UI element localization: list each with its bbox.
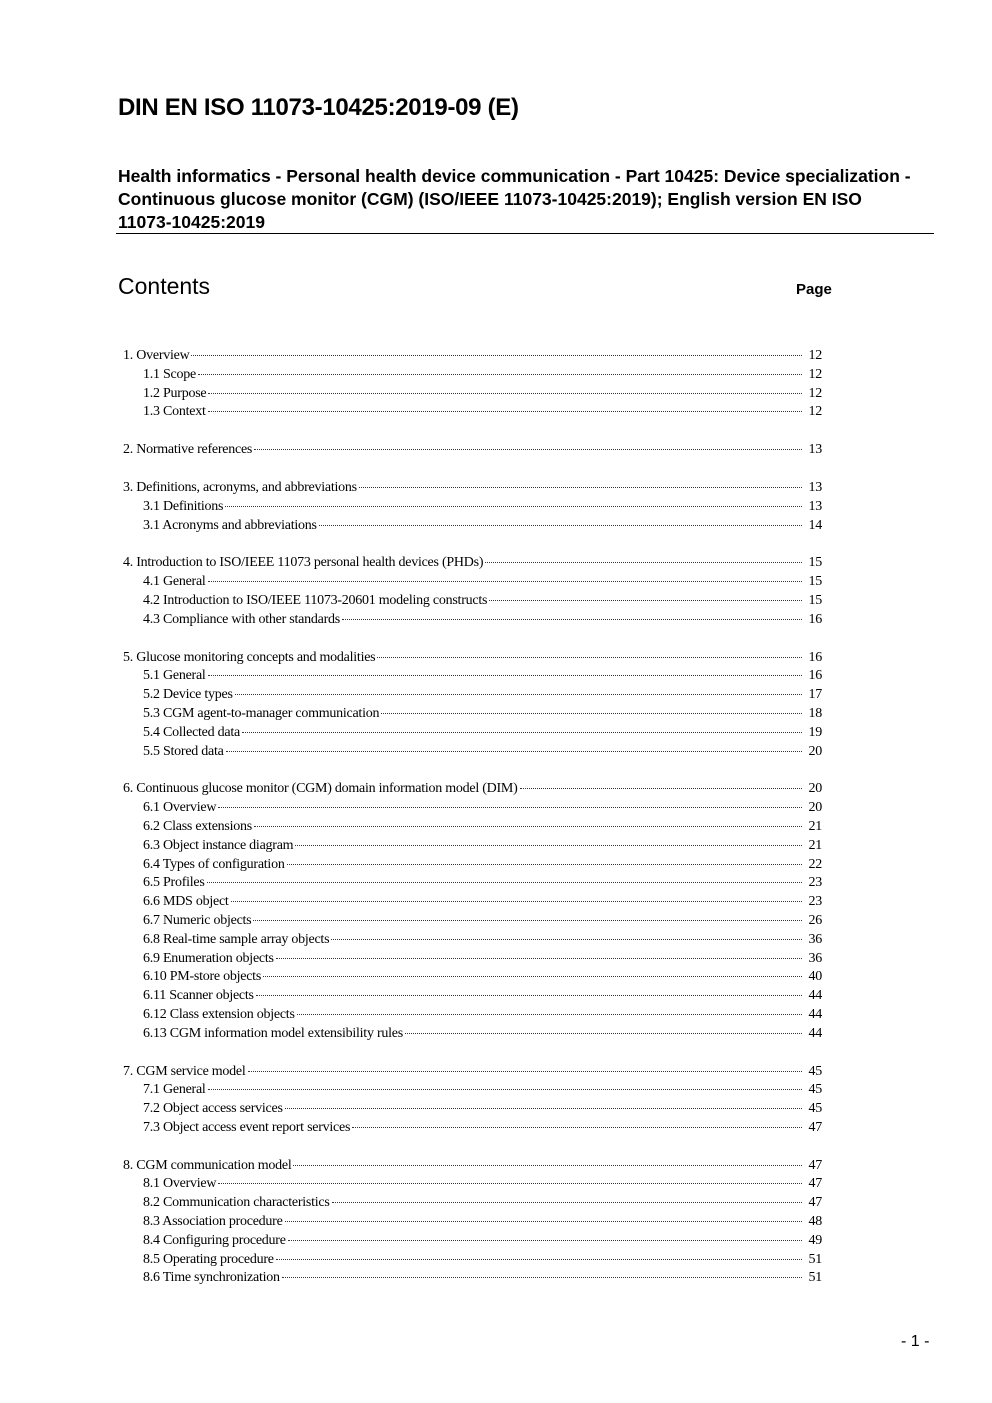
toc-entry-page: 12 — [808, 348, 822, 363]
toc-entry-page: 40 — [808, 969, 822, 985]
toc-subentry[interactable] — [123, 1269, 822, 1288]
toc-entry-label: 6.3 Object instance diagram — [143, 837, 294, 853]
toc-entry-label: 8.2 Communication characteristics — [143, 1195, 330, 1211]
toc-entry-page: 14 — [808, 517, 822, 533]
toc-entry-label: 5. Glucose monitoring concepts and modalities — [123, 649, 376, 665]
toc-entry-page: 36 — [808, 950, 822, 966]
toc-section — [123, 1157, 822, 1289]
toc-entry-label: 5.2 Device types — [143, 687, 233, 703]
toc-entry-page: 47 — [808, 1176, 822, 1192]
toc-subentry[interactable] — [123, 611, 822, 630]
toc-entry-page: 51 — [808, 1251, 822, 1267]
toc-entry-label: 6.12 Class extension objects — [143, 1006, 295, 1022]
toc-subentry[interactable] — [123, 799, 822, 818]
toc-subentry[interactable] — [123, 592, 822, 611]
toc-entry-label: 6.5 Profiles — [143, 875, 205, 891]
toc-entry-page: 18 — [808, 705, 822, 721]
toc-entry-page: 13 — [808, 479, 822, 495]
toc-subentry[interactable] — [123, 667, 822, 686]
toc-subentry[interactable] — [123, 366, 822, 385]
toc-subentry[interactable] — [123, 856, 822, 875]
table-of-contents — [123, 347, 822, 1307]
toc-section — [123, 441, 822, 460]
dot-leader — [256, 995, 802, 996]
dot-leader — [381, 713, 802, 714]
toc-section — [123, 780, 822, 1043]
toc-entry-page: 36 — [808, 931, 822, 947]
dot-leader — [297, 1014, 802, 1015]
toc-entry-page: 26 — [808, 912, 822, 928]
toc-entry-label: 7. CGM service model — [123, 1063, 246, 1079]
dot-leader — [285, 1221, 802, 1222]
toc-entry-page: 20 — [808, 800, 822, 816]
toc-subentry[interactable] — [123, 743, 822, 762]
toc-subentry[interactable] — [123, 893, 822, 912]
toc-entry-label: 5.3 CGM agent-to-manager communication — [143, 705, 380, 721]
toc-entry-label: 6.8 Real-time sample array objects — [143, 931, 330, 947]
dot-leader — [253, 920, 802, 921]
dot-leader — [352, 1127, 802, 1128]
dot-leader — [288, 1240, 802, 1241]
dot-leader — [287, 864, 802, 865]
dot-leader — [276, 958, 802, 959]
toc-subentry[interactable] — [123, 1119, 822, 1138]
toc-entry-page: 48 — [808, 1214, 822, 1230]
toc-entry-label: 5.4 Collected data — [143, 724, 240, 740]
toc-entry-page: 16 — [808, 668, 822, 684]
toc-entry-page: 20 — [808, 743, 822, 759]
toc-entry-label: 4.1 General — [143, 574, 206, 590]
toc-entry-page: 21 — [808, 818, 822, 834]
toc-section — [123, 1063, 822, 1138]
toc-subentry[interactable] — [123, 1006, 822, 1025]
toc-subentry[interactable] — [123, 573, 822, 592]
toc-subentry[interactable] — [123, 818, 822, 837]
toc-subentry[interactable] — [123, 403, 822, 422]
dot-leader — [489, 600, 802, 601]
toc-entry-label: 2. Normative references — [123, 442, 253, 458]
toc-entry-label: 6.6 MDS object — [143, 894, 229, 910]
toc-entry-label: 4.2 Introduction to ISO/IEEE 11073-20601 modeling constructs — [143, 592, 488, 608]
toc-entry-page: 16 — [808, 649, 822, 665]
toc-entry-page: 44 — [808, 988, 822, 1004]
toc-subentry[interactable] — [123, 987, 822, 1006]
dot-leader — [332, 1202, 802, 1203]
toc-entry-page: 19 — [808, 724, 822, 740]
toc-subentry[interactable] — [123, 1100, 822, 1119]
dot-leader — [254, 826, 802, 827]
toc-entry-page: 21 — [808, 837, 822, 853]
toc-entry-page: 22 — [808, 856, 822, 872]
toc-entry-page: 45 — [808, 1063, 822, 1079]
toc-subentry[interactable] — [123, 1194, 822, 1213]
toc-entry-page: 17 — [808, 687, 822, 703]
dot-leader — [377, 657, 802, 658]
toc-entry-page: 47 — [808, 1195, 822, 1211]
dot-leader — [485, 562, 802, 563]
toc-entry-label: 7.3 Object access event report services — [143, 1119, 351, 1135]
toc-entry-label: 8.1 Overview — [143, 1176, 217, 1192]
dot-leader — [208, 675, 802, 676]
toc-entry-page: 16 — [808, 611, 822, 627]
toc-entry-page: 15 — [808, 574, 822, 590]
toc-entry-label: 5.5 Stored data — [143, 743, 224, 759]
dot-leader — [225, 506, 802, 507]
toc-entry-page: 45 — [808, 1082, 822, 1098]
toc-subentry[interactable] — [123, 1081, 822, 1100]
toc-entry-page: 15 — [808, 592, 822, 608]
document-subtitle: Health informatics - Personal health device communication - Part 10425: Device specialization - Continuous glucose monitor (CGM) (ISO/IEEE 11073-10425:2019); English version EN ISO 11073-10425:2019 — [118, 166, 911, 232]
dot-leader — [242, 732, 802, 733]
toc-entry[interactable] — [123, 554, 822, 573]
dot-leader — [218, 807, 802, 808]
toc-subentry[interactable] — [123, 950, 822, 969]
dot-leader — [208, 411, 802, 412]
toc-subentry[interactable] — [123, 1232, 822, 1251]
toc-subentry[interactable] — [123, 1213, 822, 1232]
toc-entry[interactable] — [123, 780, 822, 799]
toc-entry-label: 6.13 CGM information model extensibility rules — [143, 1025, 403, 1041]
toc-entry-label: 8. CGM communication model — [123, 1157, 292, 1173]
toc-entry-label: 1.3 Context — [143, 404, 206, 420]
toc-entry-label: 3.1 Acronyms and abbreviations — [143, 517, 317, 533]
toc-entry-label: 6.10 PM-store objects — [143, 969, 262, 985]
header-divider — [116, 233, 934, 234]
toc-subentry[interactable] — [123, 931, 822, 950]
toc-entry-label: 8.6 Time synchronization — [143, 1270, 280, 1286]
toc-entry[interactable] — [123, 649, 822, 668]
dot-leader — [208, 1089, 802, 1090]
toc-subentry[interactable] — [123, 968, 822, 987]
toc-subentry[interactable] — [123, 517, 822, 536]
toc-entry-label: 1.2 Purpose — [143, 385, 207, 401]
dot-leader — [285, 1108, 802, 1109]
toc-entry-label: 8.5 Operating procedure — [143, 1251, 274, 1267]
toc-subentry[interactable] — [123, 705, 822, 724]
toc-entry-page: 20 — [808, 781, 822, 797]
dot-leader — [293, 1165, 802, 1166]
dot-leader — [231, 901, 802, 902]
toc-entry-page: 47 — [808, 1157, 822, 1173]
toc-entry-page: 51 — [808, 1270, 822, 1286]
footer-page-number: - 1 - — [901, 1333, 930, 1350]
toc-entry-page: 15 — [808, 555, 822, 571]
toc-entry-page: 12 — [808, 385, 822, 401]
dot-leader — [235, 694, 802, 695]
toc-section — [123, 649, 822, 762]
dot-leader — [208, 581, 802, 582]
toc-entry-label: 6.9 Enumeration objects — [143, 950, 274, 966]
toc-entry[interactable] — [123, 479, 822, 498]
toc-entry-label: 6.2 Class extensions — [143, 818, 252, 834]
toc-entry-label: 8.3 Association procedure — [143, 1214, 283, 1230]
dot-leader — [331, 939, 802, 940]
toc-entry-label: 6.7 Numeric objects — [143, 912, 252, 928]
toc-entry-label: 1. Overview — [123, 348, 190, 363]
toc-entry-page: 12 — [808, 366, 822, 382]
toc-subentry[interactable] — [123, 724, 822, 743]
toc-entry-page: 23 — [808, 894, 822, 910]
toc-entry-label: 4.3 Compliance with other standards — [143, 611, 340, 627]
toc-entry-page: 45 — [808, 1101, 822, 1117]
dot-leader — [342, 619, 802, 620]
toc-entry-label: 3.1 Definitions — [143, 498, 224, 514]
contents-heading: Contents — [118, 273, 211, 299]
toc-entry-page: 13 — [808, 498, 822, 514]
toc-subentry[interactable] — [123, 1251, 822, 1270]
dot-leader — [276, 1259, 802, 1260]
toc-entry-page: 44 — [808, 1006, 822, 1022]
toc-entry-page: 47 — [808, 1119, 822, 1135]
dot-leader — [282, 1277, 802, 1278]
dot-leader — [359, 487, 802, 488]
toc-entry-label: 1.1 Scope — [143, 366, 196, 382]
toc-subentry[interactable] — [123, 385, 822, 404]
toc-subentry[interactable] — [123, 686, 822, 705]
toc-section — [123, 554, 822, 629]
dot-leader — [248, 1071, 802, 1072]
toc-entry-page: 12 — [808, 404, 822, 420]
dot-leader — [319, 525, 802, 526]
dot-leader — [520, 788, 802, 789]
toc-entry-label: 8.4 Configuring procedure — [143, 1232, 286, 1248]
dot-leader — [218, 1183, 802, 1184]
toc-section — [123, 479, 822, 535]
toc-entry-page: 23 — [808, 875, 822, 891]
toc-entry[interactable] — [123, 441, 822, 460]
toc-subentry[interactable] — [123, 498, 822, 517]
dot-leader — [254, 449, 802, 450]
dot-leader — [263, 976, 802, 977]
toc-entry-label: 6.11 Scanner objects — [143, 988, 254, 1004]
toc-entry-label: 3. Definitions, acronyms, and abbreviations — [123, 479, 357, 495]
dot-leader — [198, 374, 802, 375]
toc-entry-label: 4. Introduction to ISO/IEEE 11073 personal health devices (PHDs) — [123, 555, 484, 571]
toc-entry-label: 7.1 General — [143, 1082, 206, 1098]
dot-leader — [405, 1033, 802, 1034]
toc-entry-page: 44 — [808, 1025, 822, 1041]
toc-subentry[interactable] — [123, 912, 822, 931]
dot-leader — [208, 393, 802, 394]
toc-subentry[interactable] — [123, 837, 822, 856]
page-column-label: Page — [796, 281, 832, 298]
toc-entry[interactable] — [123, 347, 822, 366]
toc-subentry[interactable] — [123, 1025, 822, 1044]
dot-leader — [191, 355, 802, 356]
toc-entry-label: 7.2 Object access services — [143, 1101, 283, 1117]
toc-entry[interactable] — [123, 1063, 822, 1082]
document-title: DIN EN ISO 11073-10425:2019-09 (E) — [118, 94, 519, 121]
toc-subentry[interactable] — [123, 1175, 822, 1194]
dot-leader — [226, 751, 802, 752]
toc-entry-label: 6. Continuous glucose monitor (CGM) domain information model (DIM) — [123, 781, 518, 797]
toc-subentry[interactable] — [123, 874, 822, 893]
toc-entry-label: 6.1 Overview — [143, 800, 217, 816]
dot-leader — [207, 882, 802, 883]
toc-section — [123, 347, 822, 422]
toc-entry-label: 6.4 Types of configuration — [143, 856, 285, 872]
toc-entry-page: 49 — [808, 1232, 822, 1248]
toc-entry-label: 5.1 General — [143, 668, 206, 684]
dot-leader — [295, 845, 802, 846]
toc-entry[interactable] — [123, 1157, 822, 1176]
toc-entry-page: 13 — [808, 442, 822, 458]
